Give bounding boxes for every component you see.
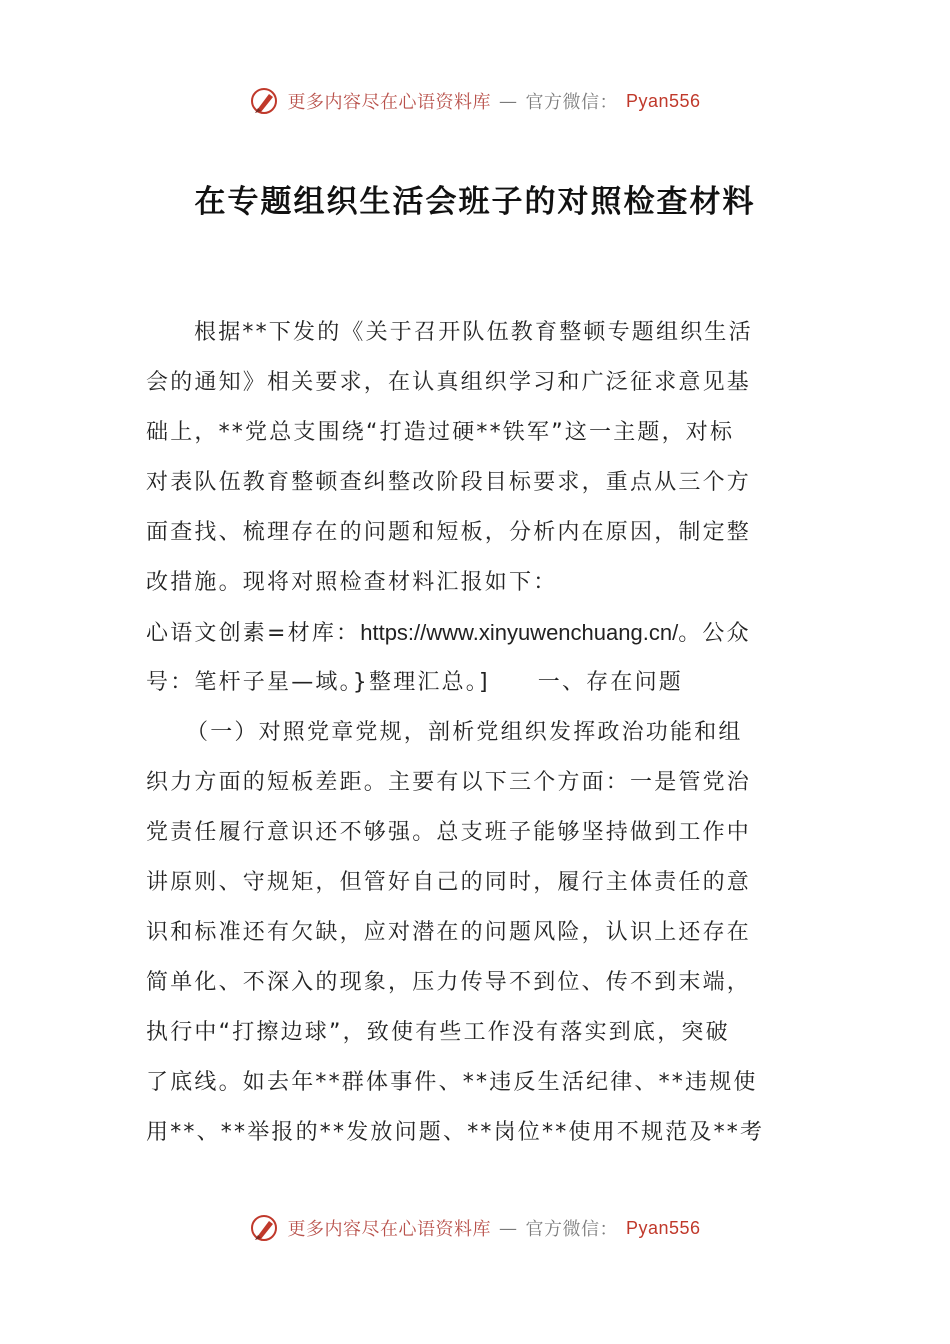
paragraph-line: 面查找、梳理存在的问题和短板，分析内在原因，制定整 bbox=[146, 520, 752, 545]
paragraph-line: 会的通知》相关要求，在认真组织学习和广泛征求意见基 bbox=[146, 370, 752, 395]
paragraph-line: 础上，**党总支围绕“打造过硬**铁军”这一主题，对标 bbox=[146, 420, 735, 445]
source-suffix: 。公众 bbox=[678, 621, 751, 646]
source-url: https://www.xinyuwenchuang.cn/ bbox=[360, 620, 679, 645]
paragraph-line: （一）对照党章党规，剖析党组织发挥政治功能和组 bbox=[186, 720, 743, 745]
paragraph-line: 对表队伍教育整顿查纠整改阶段目标要求，重点从三个方 bbox=[146, 470, 752, 495]
footer-watermark bbox=[0, 1213, 950, 1243]
paragraph-line: 改措施。现将对照检查材料汇报如下： bbox=[146, 570, 558, 595]
paragraph-line: 用**、**举报的**发放问题、**岗位**使用不规范及**考 bbox=[146, 1120, 765, 1145]
watermark-text: 更多内容尽在心语资料库 bbox=[287, 1219, 491, 1240]
document-body bbox=[146, 308, 806, 1158]
paragraph-line: 根据**下发的《关于召开队伍教育整顿专题组织生活 bbox=[194, 320, 753, 345]
watermark-wechat-id: Pyan556 bbox=[625, 1217, 701, 1238]
watermark-dash: — bbox=[498, 1217, 518, 1239]
section-heading: 一、存在问题 bbox=[537, 670, 683, 695]
source-line2-text: 号：笔杆子星—域。}整理汇总。] bbox=[146, 670, 490, 695]
paragraph-line: 织力方面的短板差距。主要有以下三个方面：一是管党治 bbox=[146, 770, 752, 795]
paragraph-line: 识和标准还有欠缺，应对潜在的问题风险，认识上还存在 bbox=[146, 920, 752, 945]
header-watermark bbox=[0, 86, 950, 116]
paragraph-line: 讲原则、守规矩，但管好自己的同时，履行主体责任的意 bbox=[146, 870, 752, 895]
source-prefix: 心语文创素=材库： bbox=[146, 621, 361, 646]
source-line-2 bbox=[146, 658, 806, 708]
watermark-dash: — bbox=[498, 90, 518, 112]
pen-logo-icon bbox=[249, 86, 279, 116]
paragraph-line: 了底线。如去年**群体事件、**违反生活纪律、**违规使 bbox=[146, 1070, 758, 1095]
source-line bbox=[146, 608, 806, 658]
pen-logo-icon bbox=[249, 1213, 279, 1243]
watermark-text: 更多内容尽在心语资料库 bbox=[287, 92, 491, 113]
watermark-wechat-id: Pyan556 bbox=[625, 90, 701, 111]
paragraph-line: 党责任履行意识还不够强。总支班子能够坚持做到工作中 bbox=[146, 820, 752, 845]
paragraph-line: 执行中“打擦边球”，致使有些工作没有落实到底，突破 bbox=[146, 1020, 730, 1045]
paragraph-line: 简单化、不深入的现象，压力传导不到位、传不到末端， bbox=[146, 970, 752, 995]
watermark-label: 官方微信： bbox=[525, 1219, 618, 1240]
document-title: 在专题组织生活会班子的对照检查材料 bbox=[194, 184, 756, 220]
watermark-label: 官方微信： bbox=[525, 92, 618, 113]
